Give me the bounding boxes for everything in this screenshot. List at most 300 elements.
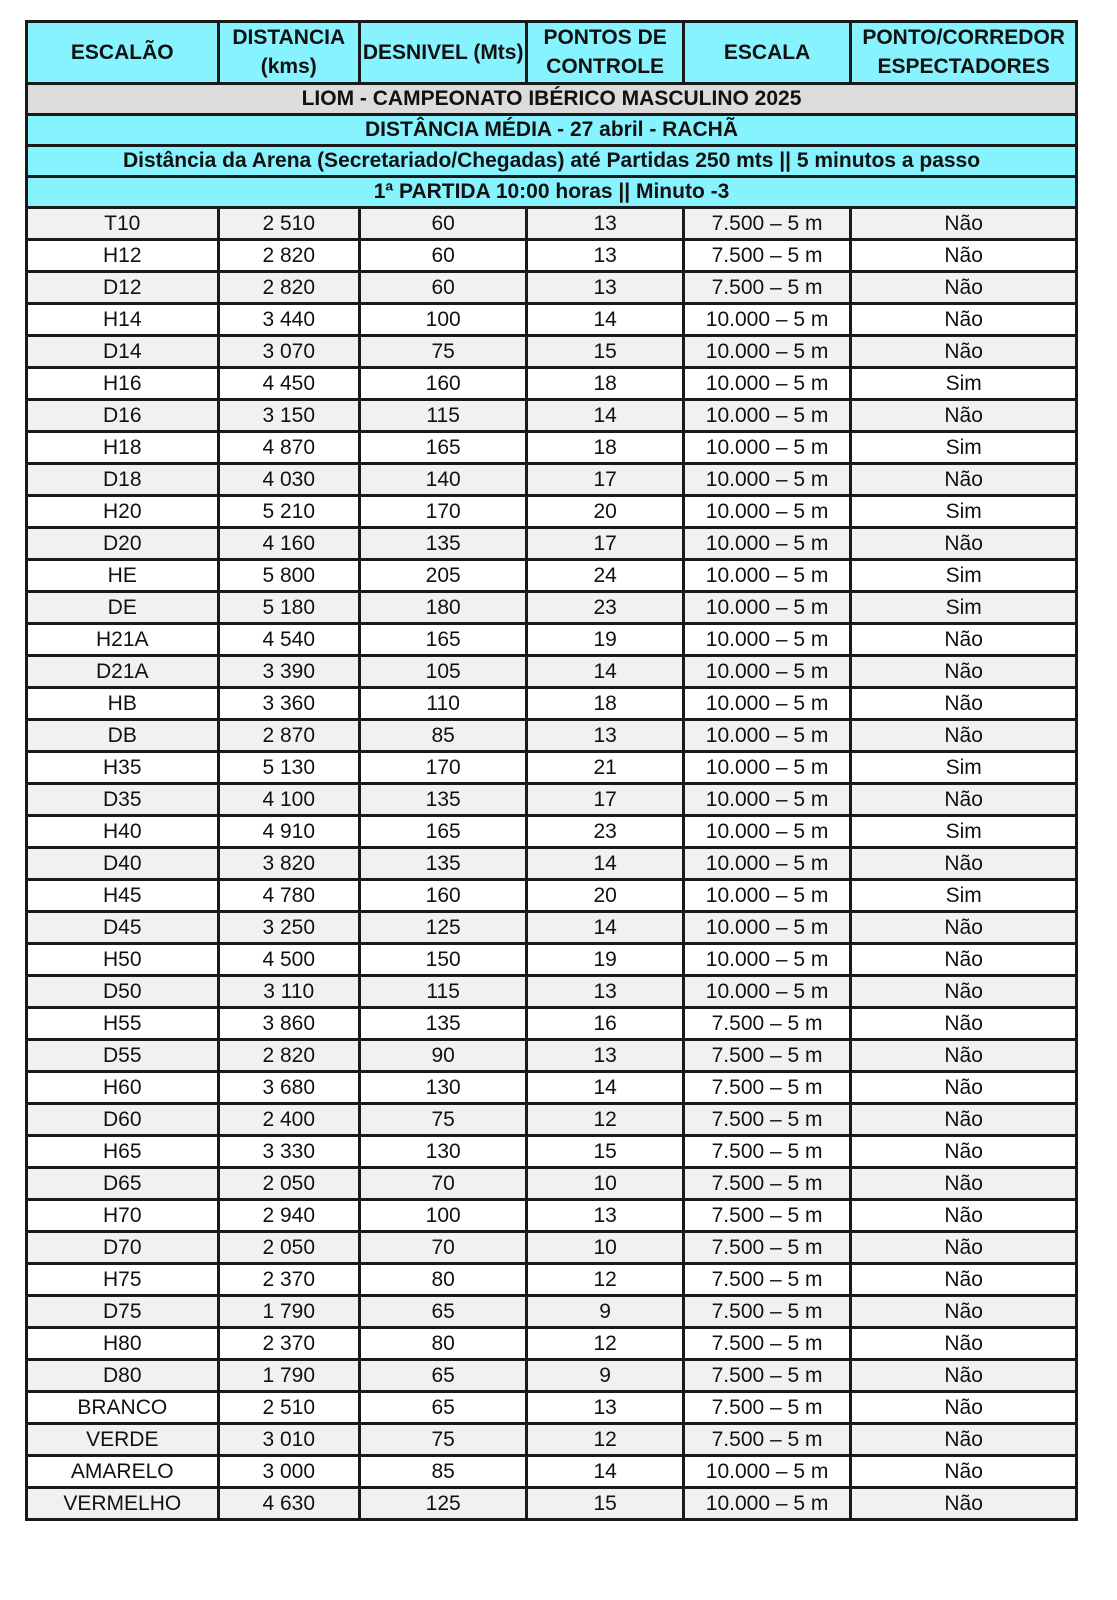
- cell-espectadores: Não: [851, 207, 1077, 239]
- cell-pontos-controle: 9: [527, 1295, 683, 1327]
- table-row: [27, 271, 1077, 303]
- cell-espectadores: Não: [851, 847, 1077, 879]
- cell-espectadores: Não: [851, 911, 1077, 943]
- cell-pontos-controle: 21: [527, 751, 683, 783]
- cell-desnivel: 150: [359, 943, 526, 975]
- cell-escala: 10.000 – 5 m: [683, 1487, 850, 1519]
- cell-pontos-controle: 12: [527, 1103, 683, 1135]
- table-row: [27, 335, 1077, 367]
- table-row: [27, 1487, 1077, 1519]
- cell-desnivel: 135: [359, 527, 526, 559]
- cell-escala: 10.000 – 5 m: [683, 335, 850, 367]
- table-body: [27, 207, 1077, 1519]
- cell-pontos-controle: 14: [527, 303, 683, 335]
- cell-escalao: D20: [27, 527, 219, 559]
- cell-escala: 7.500 – 5 m: [683, 1135, 850, 1167]
- main-title: LIOM - CAMPEONATO IBÉRICO MASCULINO 2025: [27, 83, 1077, 114]
- cell-escala: 10.000 – 5 m: [683, 879, 850, 911]
- cell-distancia: 3 250: [218, 911, 359, 943]
- table-row: [27, 463, 1077, 495]
- table-row: [27, 1071, 1077, 1103]
- cell-escala: 7.500 – 5 m: [683, 207, 850, 239]
- cell-escalao: H20: [27, 495, 219, 527]
- cell-distancia: 5 130: [218, 751, 359, 783]
- cell-pontos-controle: 20: [527, 879, 683, 911]
- table-row: [27, 1263, 1077, 1295]
- cell-pontos-controle: 17: [527, 463, 683, 495]
- cell-desnivel: 140: [359, 463, 526, 495]
- cell-espectadores: Sim: [851, 495, 1077, 527]
- cell-pontos-controle: 10: [527, 1167, 683, 1199]
- header-pontos-controle-line: PONTOS DE: [543, 26, 667, 49]
- table-row: [27, 751, 1077, 783]
- cell-escala: 7.500 – 5 m: [683, 1039, 850, 1071]
- table-row: [27, 1455, 1077, 1487]
- cell-escala: 7.500 – 5 m: [683, 271, 850, 303]
- cell-escalao: D21A: [27, 655, 219, 687]
- cell-pontos-controle: 20: [527, 495, 683, 527]
- cell-distancia: 4 500: [218, 943, 359, 975]
- cell-espectadores: Não: [851, 1391, 1077, 1423]
- cell-escalao: D55: [27, 1039, 219, 1071]
- cell-pontos-controle: 13: [527, 1391, 683, 1423]
- cell-escala: 7.500 – 5 m: [683, 1263, 850, 1295]
- cell-desnivel: 170: [359, 751, 526, 783]
- cell-pontos-controle: 23: [527, 815, 683, 847]
- table-row: [27, 1391, 1077, 1423]
- cell-desnivel: 75: [359, 1423, 526, 1455]
- cell-desnivel: 75: [359, 1103, 526, 1135]
- cell-escala: 7.500 – 5 m: [683, 1231, 850, 1263]
- cell-distancia: 2 820: [218, 271, 359, 303]
- table-row: [27, 815, 1077, 847]
- cell-pontos-controle: 14: [527, 911, 683, 943]
- table-row: [27, 911, 1077, 943]
- header-escala-line: ESCALA: [723, 40, 811, 64]
- cell-escalao: H75: [27, 1263, 219, 1295]
- cell-distancia: 2 050: [218, 1231, 359, 1263]
- cell-escalao: D60: [27, 1103, 219, 1135]
- cell-espectadores: Não: [851, 1263, 1077, 1295]
- cell-escalao: H40: [27, 815, 219, 847]
- results-table: [25, 20, 1078, 1521]
- header-pontos-controle-line: CONTROLE: [546, 55, 665, 79]
- cell-distancia: 3 010: [218, 1423, 359, 1455]
- cell-distancia: 3 680: [218, 1071, 359, 1103]
- title-block: [27, 83, 1077, 207]
- table-row: [27, 1231, 1077, 1263]
- header-escala: [683, 22, 850, 84]
- cell-desnivel: 160: [359, 367, 526, 399]
- cell-escalao: D75: [27, 1295, 219, 1327]
- cell-distancia: 5 800: [218, 559, 359, 591]
- table-row: [27, 1103, 1077, 1135]
- cell-distancia: 2 400: [218, 1103, 359, 1135]
- cell-desnivel: 85: [359, 719, 526, 751]
- cell-escala: 10.000 – 5 m: [683, 943, 850, 975]
- cell-pontos-controle: 23: [527, 591, 683, 623]
- cell-distancia: 4 030: [218, 463, 359, 495]
- cell-espectadores: Sim: [851, 367, 1077, 399]
- cell-desnivel: 165: [359, 431, 526, 463]
- cell-espectadores: Não: [851, 719, 1077, 751]
- cell-pontos-controle: 12: [527, 1423, 683, 1455]
- cell-pontos-controle: 13: [527, 1199, 683, 1231]
- table-row: [27, 399, 1077, 431]
- cell-distancia: 3 150: [218, 399, 359, 431]
- cell-escalao: H60: [27, 1071, 219, 1103]
- cell-espectadores: Não: [851, 1167, 1077, 1199]
- cell-escala: 7.500 – 5 m: [683, 1007, 850, 1039]
- header-ponto-corredor-line: ESPECTADORES: [877, 55, 1050, 79]
- cell-pontos-controle: 12: [527, 1263, 683, 1295]
- cell-espectadores: Sim: [851, 815, 1077, 847]
- cell-espectadores: Não: [851, 943, 1077, 975]
- cell-desnivel: 80: [359, 1327, 526, 1359]
- cell-escala: 7.500 – 5 m: [683, 1199, 850, 1231]
- cell-escala: 7.500 – 5 m: [683, 1167, 850, 1199]
- cell-pontos-controle: 13: [527, 271, 683, 303]
- cell-distancia: 4 100: [218, 783, 359, 815]
- cell-desnivel: 70: [359, 1167, 526, 1199]
- header-escalao-line: ESCALÃO: [70, 40, 174, 64]
- cell-desnivel: 85: [359, 1455, 526, 1487]
- cell-pontos-controle: 14: [527, 847, 683, 879]
- cell-pontos-controle: 10: [527, 1231, 683, 1263]
- cell-espectadores: Não: [851, 1071, 1077, 1103]
- cell-pontos-controle: 18: [527, 687, 683, 719]
- cell-desnivel: 60: [359, 207, 526, 239]
- cell-escalao: D16: [27, 399, 219, 431]
- cell-pontos-controle: 18: [527, 431, 683, 463]
- cell-desnivel: 100: [359, 1199, 526, 1231]
- cell-pontos-controle: 14: [527, 1455, 683, 1487]
- cell-espectadores: Sim: [851, 879, 1077, 911]
- cell-pontos-controle: 14: [527, 1071, 683, 1103]
- cell-escala: 10.000 – 5 m: [683, 367, 850, 399]
- cell-escalao: DE: [27, 591, 219, 623]
- table-row: [27, 495, 1077, 527]
- cell-espectadores: Não: [851, 527, 1077, 559]
- cell-espectadores: Sim: [851, 751, 1077, 783]
- cell-desnivel: 65: [359, 1295, 526, 1327]
- cell-escalao: HE: [27, 559, 219, 591]
- table-row: [27, 1167, 1077, 1199]
- cell-desnivel: 100: [359, 303, 526, 335]
- cell-desnivel: 70: [359, 1231, 526, 1263]
- table-row: [27, 207, 1077, 239]
- cell-escala: 10.000 – 5 m: [683, 303, 850, 335]
- cell-pontos-controle: 17: [527, 783, 683, 815]
- cell-escala: 10.000 – 5 m: [683, 591, 850, 623]
- header-ponto-corredor-line: PONTO/CORREDOR: [862, 26, 1065, 49]
- cell-desnivel: 90: [359, 1039, 526, 1071]
- cell-escalao: T10: [27, 207, 219, 239]
- cell-escala: 10.000 – 5 m: [683, 399, 850, 431]
- cell-desnivel: 110: [359, 687, 526, 719]
- cell-desnivel: 65: [359, 1391, 526, 1423]
- cell-desnivel: 65: [359, 1359, 526, 1391]
- cell-distancia: 4 780: [218, 879, 359, 911]
- cell-escalao: H18: [27, 431, 219, 463]
- cell-escala: 10.000 – 5 m: [683, 783, 850, 815]
- cell-distancia: 3 000: [218, 1455, 359, 1487]
- cell-desnivel: 75: [359, 335, 526, 367]
- cell-espectadores: Não: [851, 655, 1077, 687]
- cell-espectadores: Não: [851, 399, 1077, 431]
- cell-espectadores: Não: [851, 1039, 1077, 1071]
- cell-escalao: H45: [27, 879, 219, 911]
- cell-pontos-controle: 9: [527, 1359, 683, 1391]
- cell-escalao: D65: [27, 1167, 219, 1199]
- header-distancia-line: DISTANCIA: [232, 26, 346, 49]
- cell-pontos-controle: 13: [527, 239, 683, 271]
- table-row: [27, 239, 1077, 271]
- cell-desnivel: 60: [359, 239, 526, 271]
- cell-espectadores: Não: [851, 1423, 1077, 1455]
- cell-espectadores: Não: [851, 1199, 1077, 1231]
- cell-distancia: 4 630: [218, 1487, 359, 1519]
- cell-distancia: 3 860: [218, 1007, 359, 1039]
- cell-desnivel: 170: [359, 495, 526, 527]
- cell-escala: 10.000 – 5 m: [683, 463, 850, 495]
- header-distancia-line: (kms): [260, 55, 317, 79]
- table-row: [27, 527, 1077, 559]
- cell-escalao: D45: [27, 911, 219, 943]
- cell-escalao: H55: [27, 1007, 219, 1039]
- table-row: [27, 687, 1077, 719]
- cell-escala: 10.000 – 5 m: [683, 815, 850, 847]
- event-subtitle: DISTÂNCIA MÉDIA - 27 abril - RACHÃ: [27, 114, 1077, 145]
- table-row: [27, 1135, 1077, 1167]
- cell-escala: 10.000 – 5 m: [683, 527, 850, 559]
- cell-escala: 10.000 – 5 m: [683, 1455, 850, 1487]
- cell-escalao: BRANCO: [27, 1391, 219, 1423]
- cell-escalao: D12: [27, 271, 219, 303]
- cell-distancia: 2 050: [218, 1167, 359, 1199]
- cell-pontos-controle: 13: [527, 1039, 683, 1071]
- cell-escala: 7.500 – 5 m: [683, 1391, 850, 1423]
- cell-pontos-controle: 17: [527, 527, 683, 559]
- cell-distancia: 4 450: [218, 367, 359, 399]
- cell-pontos-controle: 18: [527, 367, 683, 399]
- cell-desnivel: 80: [359, 1263, 526, 1295]
- table-row: [27, 591, 1077, 623]
- cell-escalao: H16: [27, 367, 219, 399]
- cell-escalao: D14: [27, 335, 219, 367]
- cell-escalao: D18: [27, 463, 219, 495]
- cell-espectadores: Não: [851, 335, 1077, 367]
- cell-escala: 10.000 – 5 m: [683, 431, 850, 463]
- cell-desnivel: 115: [359, 975, 526, 1007]
- cell-escalao: D50: [27, 975, 219, 1007]
- cell-espectadores: Não: [851, 239, 1077, 271]
- cell-escala: 7.500 – 5 m: [683, 1359, 850, 1391]
- cell-escala: 10.000 – 5 m: [683, 751, 850, 783]
- cell-desnivel: 165: [359, 815, 526, 847]
- cell-espectadores: Não: [851, 1327, 1077, 1359]
- cell-distancia: 2 870: [218, 719, 359, 751]
- cell-desnivel: 60: [359, 271, 526, 303]
- cell-desnivel: 130: [359, 1071, 526, 1103]
- cell-escalao: H50: [27, 943, 219, 975]
- table-row: [27, 367, 1077, 399]
- cell-espectadores: Não: [851, 303, 1077, 335]
- cell-escalao: AMARELO: [27, 1455, 219, 1487]
- cell-escalao: H14: [27, 303, 219, 335]
- cell-desnivel: 165: [359, 623, 526, 655]
- cell-desnivel: 135: [359, 847, 526, 879]
- cell-distancia: 4 910: [218, 815, 359, 847]
- cell-espectadores: Não: [851, 1135, 1077, 1167]
- table-row: [27, 1295, 1077, 1327]
- cell-desnivel: 130: [359, 1135, 526, 1167]
- cell-distancia: 2 820: [218, 1039, 359, 1071]
- table-row: [27, 879, 1077, 911]
- cell-escala: 10.000 – 5 m: [683, 975, 850, 1007]
- cell-escala: 10.000 – 5 m: [683, 495, 850, 527]
- table-row: [27, 303, 1077, 335]
- cell-escalao: H21A: [27, 623, 219, 655]
- cell-distancia: 2 940: [218, 1199, 359, 1231]
- table-row: [27, 431, 1077, 463]
- cell-distancia: 1 790: [218, 1359, 359, 1391]
- table-row: [27, 1423, 1077, 1455]
- header-ponto-corredor: [851, 22, 1077, 84]
- cell-distancia: 4 160: [218, 527, 359, 559]
- header-pontos-controle: [527, 22, 683, 84]
- header-desnivel-line: DESNIVEL (Mts): [362, 40, 524, 64]
- table-row: [27, 943, 1077, 975]
- cell-pontos-controle: 15: [527, 335, 683, 367]
- header-desnivel: [359, 22, 526, 84]
- cell-espectadores: Sim: [851, 431, 1077, 463]
- cell-distancia: 3 110: [218, 975, 359, 1007]
- table-row: [27, 655, 1077, 687]
- cell-espectadores: Não: [851, 1295, 1077, 1327]
- column-header-row: [27, 22, 1077, 84]
- cell-escala: 7.500 – 5 m: [683, 1071, 850, 1103]
- cell-escalao: D40: [27, 847, 219, 879]
- cell-desnivel: 160: [359, 879, 526, 911]
- cell-distancia: 3 070: [218, 335, 359, 367]
- cell-escala: 10.000 – 5 m: [683, 847, 850, 879]
- cell-escalao: H80: [27, 1327, 219, 1359]
- header-escalao: [27, 22, 219, 84]
- cell-pontos-controle: 16: [527, 1007, 683, 1039]
- table-row: [27, 847, 1077, 879]
- cell-escala: 10.000 – 5 m: [683, 719, 850, 751]
- cell-pontos-controle: 24: [527, 559, 683, 591]
- cell-escalao: H65: [27, 1135, 219, 1167]
- cell-distancia: 3 440: [218, 303, 359, 335]
- cell-escalao: VERMELHO: [27, 1487, 219, 1519]
- cell-escala: 10.000 – 5 m: [683, 559, 850, 591]
- table-row: [27, 975, 1077, 1007]
- cell-desnivel: 125: [359, 1487, 526, 1519]
- table-row: [27, 559, 1077, 591]
- cell-espectadores: Não: [851, 1103, 1077, 1135]
- cell-escala: 10.000 – 5 m: [683, 911, 850, 943]
- cell-pontos-controle: 19: [527, 623, 683, 655]
- cell-distancia: 3 330: [218, 1135, 359, 1167]
- cell-desnivel: 115: [359, 399, 526, 431]
- cell-distancia: 2 370: [218, 1263, 359, 1295]
- cell-pontos-controle: 14: [527, 655, 683, 687]
- cell-escalao: DB: [27, 719, 219, 751]
- cell-espectadores: Não: [851, 463, 1077, 495]
- cell-distancia: 2 510: [218, 1391, 359, 1423]
- cell-espectadores: Não: [851, 271, 1077, 303]
- cell-distancia: 4 540: [218, 623, 359, 655]
- cell-desnivel: 180: [359, 591, 526, 623]
- cell-escala: 7.500 – 5 m: [683, 1327, 850, 1359]
- table-row: [27, 1359, 1077, 1391]
- cell-distancia: 4 870: [218, 431, 359, 463]
- cell-pontos-controle: 19: [527, 943, 683, 975]
- cell-distancia: 5 210: [218, 495, 359, 527]
- cell-distancia: 1 790: [218, 1295, 359, 1327]
- cell-escala: 10.000 – 5 m: [683, 623, 850, 655]
- cell-pontos-controle: 13: [527, 975, 683, 1007]
- cell-escala: 7.500 – 5 m: [683, 1103, 850, 1135]
- cell-pontos-controle: 15: [527, 1135, 683, 1167]
- cell-distancia: 2 510: [218, 207, 359, 239]
- cell-espectadores: Não: [851, 687, 1077, 719]
- cell-escala: 7.500 – 5 m: [683, 1295, 850, 1327]
- cell-escalao: D70: [27, 1231, 219, 1263]
- table-row: [27, 1199, 1077, 1231]
- cell-espectadores: Não: [851, 1007, 1077, 1039]
- cell-escalao: D80: [27, 1359, 219, 1391]
- header-distancia: [218, 22, 359, 84]
- cell-distancia: 5 180: [218, 591, 359, 623]
- cell-escalao: D35: [27, 783, 219, 815]
- cell-espectadores: Não: [851, 1455, 1077, 1487]
- table-row: [27, 623, 1077, 655]
- cell-escalao: H70: [27, 1199, 219, 1231]
- cell-desnivel: 135: [359, 1007, 526, 1039]
- arena-distance-note: Distância da Arena (Secretariado/Chegadas) até Partidas 250 mts || 5 minutos a passo: [27, 145, 1077, 176]
- cell-escala: 7.500 – 5 m: [683, 239, 850, 271]
- cell-distancia: 3 360: [218, 687, 359, 719]
- table-row: [27, 1039, 1077, 1071]
- cell-espectadores: Sim: [851, 591, 1077, 623]
- table-row: [27, 719, 1077, 751]
- cell-espectadores: Não: [851, 783, 1077, 815]
- cell-espectadores: Não: [851, 1487, 1077, 1519]
- cell-pontos-controle: 13: [527, 207, 683, 239]
- cell-espectadores: Não: [851, 1359, 1077, 1391]
- cell-espectadores: Não: [851, 1231, 1077, 1263]
- first-start-note: 1ª PARTIDA 10:00 horas || Minuto -3: [27, 176, 1077, 207]
- cell-espectadores: Sim: [851, 559, 1077, 591]
- cell-espectadores: Não: [851, 975, 1077, 1007]
- cell-escalao: HB: [27, 687, 219, 719]
- cell-pontos-controle: 14: [527, 399, 683, 431]
- cell-escala: 7.500 – 5 m: [683, 1423, 850, 1455]
- cell-desnivel: 135: [359, 783, 526, 815]
- cell-escala: 10.000 – 5 m: [683, 655, 850, 687]
- cell-escalao: H35: [27, 751, 219, 783]
- cell-escalao: H12: [27, 239, 219, 271]
- cell-escalao: VERDE: [27, 1423, 219, 1455]
- cell-pontos-controle: 15: [527, 1487, 683, 1519]
- cell-distancia: 3 390: [218, 655, 359, 687]
- cell-distancia: 2 370: [218, 1327, 359, 1359]
- cell-escala: 10.000 – 5 m: [683, 687, 850, 719]
- table-row: [27, 1327, 1077, 1359]
